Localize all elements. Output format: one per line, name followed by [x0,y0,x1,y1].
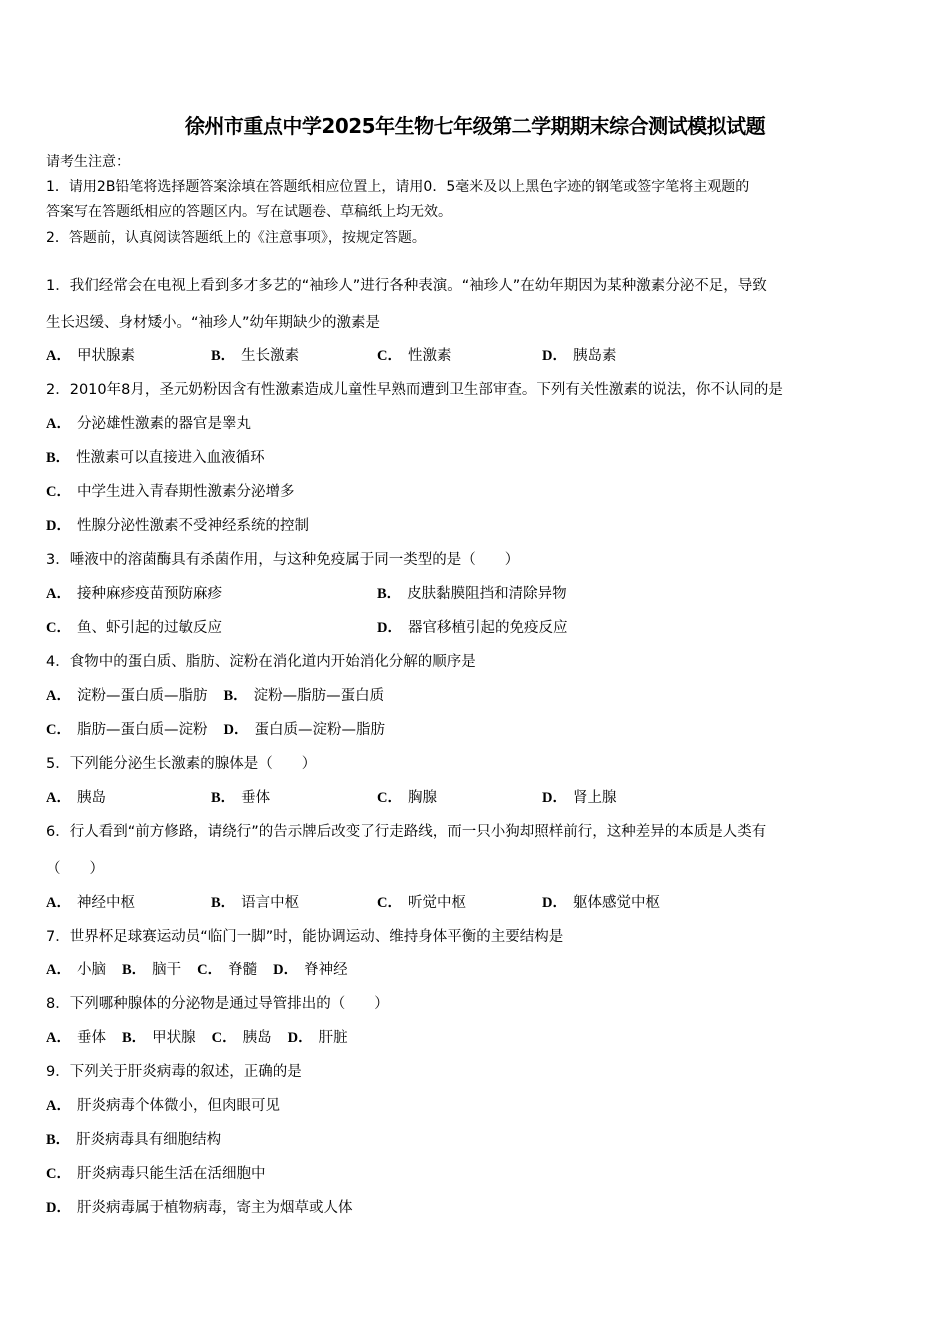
option-c[interactable]: C． 胸腺 [377,790,437,806]
option-c[interactable]: C． 脂肪—蛋白质—淀粉 [46,722,208,738]
option-b[interactable]: B． 皮肤黏膜阻挡和清除异物 [377,586,567,602]
option-d[interactable]: D． 器官移植引起的免疫反应 [377,620,568,636]
question-1-options [46,346,906,366]
question-4-options [46,720,401,740]
option-d[interactable]: D． 肝炎病毒属于植物病毒，寄主为烟草或人体 [46,1200,353,1216]
option-c[interactable]: C． 听觉中枢 [377,895,466,911]
option-b[interactable]: B． 脑干 [121,962,182,978]
document-title: 徐州市重点中学2025年生物七年级第二学期期末综合测试模拟试题 [184,114,766,138]
option-c[interactable]: C． 肝炎病毒只能生活在活细胞中 [46,1166,266,1182]
option-a[interactable]: A． 胰岛 [46,790,106,806]
option-b[interactable]: B． 生长激素 [211,348,300,364]
question-7-options [46,960,364,980]
option-d[interactable]: D． 肾上腺 [542,790,617,806]
option-c[interactable]: C． 性激素 [377,348,452,364]
option-d[interactable]: D． 胰岛素 [542,348,617,364]
question-1-stem: 1．我们经常会在电视上看到多才多艺的“袖珍人”进行各种表演。“袖珍人”在幼年期因为某种激素分泌不足，导致 [46,278,767,294]
question-6-stem: 6．行人看到“前方修路，请绕行”的告示牌后改变了行走路线，而一只小狗却照样前行，这种差异的本质是人类有 [46,824,767,840]
option-c[interactable]: C． 脊髓 [197,962,258,978]
notice-item: 2．答题前，认真阅读答题纸上的《注意事项》，按规定答题。 [46,230,426,246]
question-5-stem: 5．下列能分泌生长激素的腺体是（ ） [46,756,317,772]
option-c[interactable]: C． 鱼、虾引起的过敏反应 [46,620,222,636]
question-9-stem: 9．下列关于肝炎病毒的叙述，正确的是 [46,1064,302,1080]
question-7-stem: 7．世界杯足球赛运动员“临门一脚”时，能协调运动、维持身体平衡的主要结构是 [46,929,564,945]
option-a[interactable]: A． 淀粉—蛋白质—脂肪 [46,688,208,704]
option-b[interactable]: B． 语言中枢 [211,895,300,911]
question-3-stem: 3．唾液中的溶菌酶具有杀菌作用，与这种免疫属于同一类型的是（ ） [46,552,520,568]
option-d[interactable]: D． 躯体感觉中枢 [542,895,660,911]
option-b[interactable]: B． 甲状腺 [121,1030,196,1046]
notice-item: 1．请用2B铅笔将选择题答案涂填在答题纸相应位置上，请用0．5毫米及以上黑色字迹的钢笔或签字笔将主观题的 [46,179,750,195]
question-5-options [46,788,906,808]
option-d[interactable]: D． 蛋白质—淀粉—脂肪 [223,722,385,738]
option-a[interactable]: A． 接种麻疹疫苗预防麻疹 [46,586,222,602]
question-3-options [46,584,906,604]
option-a[interactable]: A． 肝炎病毒个体微小，但肉眼可见 [46,1098,280,1114]
question-3-options [46,618,906,638]
notice-item: 答案写在答题纸相应的答题区内。写在试题卷、草稿纸上均无效。 [46,204,452,220]
option-a[interactable]: A． 分泌雄性激素的器官是睾丸 [46,416,251,432]
option-b[interactable]: B． 垂体 [211,790,271,806]
question-4-stem: 4．食物中的蛋白质、脂肪、淀粉在消化道内开始消化分解的顺序是 [46,654,476,670]
option-b[interactable]: B． 淀粉—脂肪—蛋白质 [223,688,385,704]
question-6-stem: （ ） [46,861,104,877]
question-1-stem: 生长迟缓、身材矮小。“袖珍人”幼年期缺少的激素是 [46,315,381,331]
question-8-stem: 8．下列哪种腺体的分泌物是通过导管排出的（ ） [46,996,389,1012]
option-c[interactable]: C． 胰岛 [211,1030,272,1046]
option-a[interactable]: A． 小脑 [46,962,106,978]
question-6-options [46,893,906,913]
question-4-options [46,686,400,706]
option-d[interactable]: D． 脊神经 [273,962,348,978]
question-8-options [46,1028,364,1048]
option-d[interactable]: D． 性腺分泌性激素不受神经系统的控制 [46,518,309,534]
question-2-stem: 2．2010年8月，圣元奶粉因含有性激素造成儿童性早熟而遭到卫生部审查。下列有关性激素的说法，你不认同的是 [46,382,783,398]
option-a[interactable]: A． 神经中枢 [46,895,135,911]
option-b[interactable]: B． 性激素可以直接进入血液循环 [46,450,265,466]
option-c[interactable]: C． 中学生进入青春期性激素分泌增多 [46,484,295,500]
option-b[interactable]: B． 肝炎病毒具有细胞结构 [46,1132,222,1148]
option-a[interactable]: A． 甲状腺素 [46,348,135,364]
notice-heading: 请考生注意： [46,154,130,170]
option-a[interactable]: A． 垂体 [46,1030,106,1046]
option-d[interactable]: D． 肝脏 [287,1030,348,1046]
